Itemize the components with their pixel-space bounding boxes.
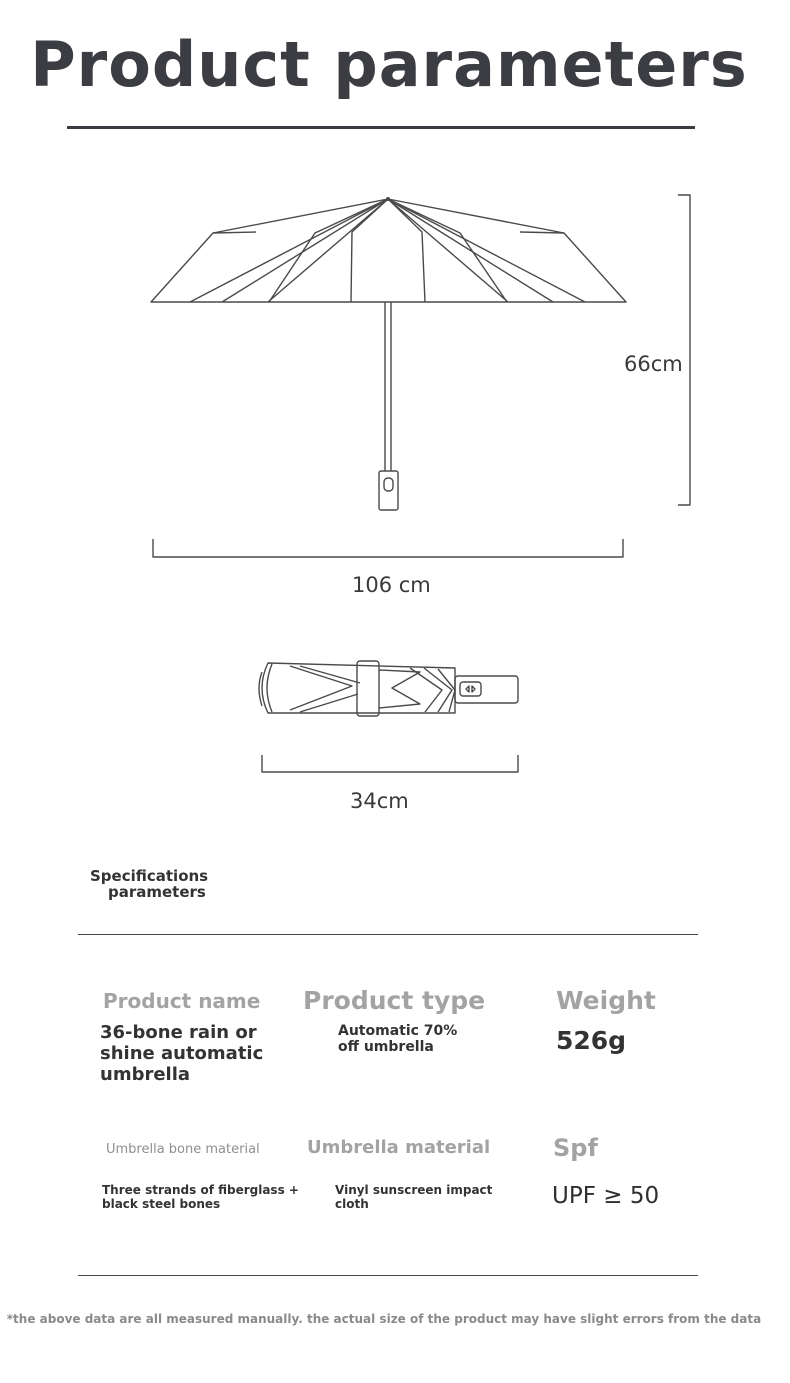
spf-label: Spf: [553, 1134, 598, 1162]
weight-value: 526g: [556, 1026, 627, 1055]
folded-dimension-line: [262, 755, 518, 772]
specs-top-divider: [78, 934, 698, 935]
product-name-label: Product name: [103, 989, 261, 1013]
specs-bottom-divider: [78, 1275, 698, 1276]
product-type-label: Product type: [303, 986, 486, 1015]
width-label: 106 cm: [352, 573, 431, 597]
bone-material-label: Umbrella bone material: [106, 1142, 260, 1157]
product-type-value: Automatic 70% off umbrella: [338, 1023, 458, 1055]
umbrella-material-label: Umbrella material: [307, 1137, 491, 1158]
height-dimension-line: [678, 195, 690, 505]
spf-value: UPF ≥ 50: [552, 1183, 660, 1209]
bone-material-value: Three strands of fiberglass + black steel bones: [102, 1183, 299, 1211]
measurement-disclaimer: *the above data are all measured manually. the actual size of the product may have slight errors from the data: [6, 1312, 762, 1326]
height-label: 66cm: [624, 352, 683, 376]
folded-handle: [455, 676, 518, 703]
weight-label: Weight: [556, 986, 656, 1015]
folded-strap: [357, 661, 379, 716]
page-title: Product parameters: [30, 28, 748, 101]
shaft: [385, 302, 391, 471]
width-dimension-line: [153, 539, 623, 557]
folded-umbrella-illustration: [259, 661, 518, 772]
specifications-heading: Specifications parameters: [90, 867, 209, 901]
product-name-value: 36-bone rain or shine automatic umbrella: [100, 1022, 264, 1085]
folded-length-label: 34cm: [350, 789, 409, 813]
umbrella-material-value: Vinyl sunscreen impact cloth: [335, 1183, 493, 1211]
